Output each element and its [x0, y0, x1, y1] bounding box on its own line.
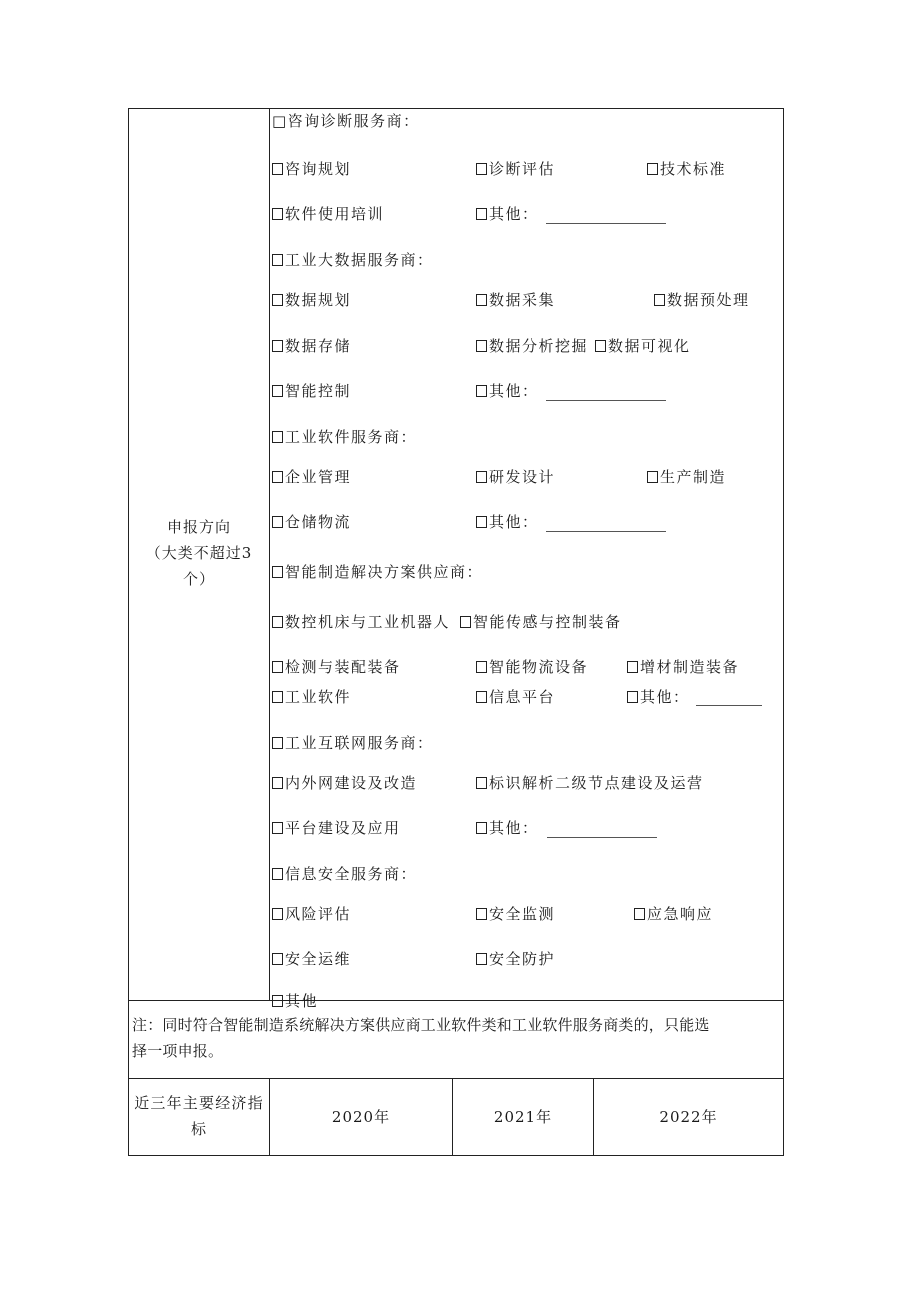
table-border-right	[783, 108, 784, 1156]
option-data-storage[interactable]: 数据存储	[272, 337, 351, 355]
option-production[interactable]: 生产制造	[647, 468, 726, 486]
checkbox-icon	[627, 661, 638, 673]
checkbox-icon	[272, 516, 283, 528]
checkbox-icon	[654, 294, 665, 306]
checkbox-icon	[272, 777, 283, 789]
checkbox-icon	[272, 163, 283, 175]
option-smart-control[interactable]: 智能控制	[272, 382, 351, 400]
internet-other-blank[interactable]	[547, 837, 657, 838]
checkbox-icon	[272, 294, 283, 306]
option-identifier-node[interactable]: 标识解析二级节点建设及运营	[476, 774, 704, 792]
option-bigdata-other[interactable]: 其他：	[476, 382, 539, 400]
option-additive-mfg[interactable]: 增材制造装备	[627, 658, 739, 676]
note-line1: 注：同时符合智能制造系统解决方案供应商工业软件类和工业软件服务商类的，只能选	[132, 1016, 710, 1034]
direction-note-line1: （大类不超过3	[145, 544, 253, 562]
checkbox-icon	[272, 340, 283, 352]
checkbox-icon	[272, 953, 283, 965]
note-text	[132, 1012, 710, 1064]
checkbox-icon	[476, 471, 487, 483]
checkbox-icon	[272, 822, 283, 834]
checkbox-icon	[476, 385, 487, 397]
checkbox-icon	[627, 691, 638, 703]
option-diagnosis[interactable]: 诊断评估	[476, 160, 555, 178]
checkbox-icon	[476, 691, 487, 703]
solution-other-blank[interactable]	[696, 705, 762, 706]
security-header[interactable]: 信息安全服务商：	[272, 865, 417, 883]
economic-label-line2: 标	[191, 1120, 208, 1138]
economic-label-line1: 近三年主要经济指	[134, 1094, 264, 1112]
checkbox-icon	[647, 471, 658, 483]
direction-title: 申报方向	[166, 518, 231, 536]
economic-label	[129, 1090, 269, 1142]
option-platform-build[interactable]: 平台建设及应用	[272, 819, 401, 837]
option-consult-planning[interactable]: 咨询规划	[272, 160, 351, 178]
solution-header[interactable]: 智能制造解决方案供应商：	[272, 563, 483, 581]
internet-header[interactable]: 工业互联网服务商：	[272, 734, 434, 752]
checkbox-icon	[272, 995, 283, 1007]
option-cnc-robot[interactable]: 数控机床与工业机器人	[272, 613, 450, 631]
checkbox-icon	[272, 431, 283, 443]
option-data-collection[interactable]: 数据采集	[476, 291, 555, 309]
note-bottom-divider	[128, 1078, 784, 1079]
direction-note-line2: 个）	[182, 570, 215, 588]
checkbox-icon	[272, 691, 283, 703]
option-security-monitoring[interactable]: 安全监测	[476, 905, 555, 923]
option-software-training[interactable]: 软件使用培训	[272, 205, 384, 223]
checkbox-icon	[476, 953, 487, 965]
checkbox-icon	[272, 208, 283, 220]
consult-other-blank[interactable]	[546, 223, 666, 224]
checkbox-icon	[272, 616, 283, 628]
checkbox-icon	[460, 616, 471, 628]
option-emergency-response[interactable]: 应急响应	[634, 905, 713, 923]
consult-header[interactable]: □咨询诊断服务商：	[272, 112, 420, 130]
table-border-bottom	[128, 1155, 784, 1156]
option-software-other[interactable]: 其他：	[476, 513, 539, 531]
checkbox-icon	[272, 868, 283, 880]
option-risk-assessment[interactable]: 风险评估	[272, 905, 351, 923]
note-line2: 择一项申报。	[132, 1042, 224, 1060]
checkbox-icon	[647, 163, 658, 175]
table-border-top	[128, 108, 784, 109]
direction-label	[129, 514, 269, 592]
checkbox-icon	[476, 294, 487, 306]
option-consult-other[interactable]: 其他：	[476, 205, 539, 223]
options-area	[270, 110, 782, 1010]
checkbox-icon	[634, 908, 645, 920]
software-header[interactable]: 工业软件服务商：	[272, 428, 417, 446]
checkbox-icon	[272, 566, 283, 578]
option-solution-other[interactable]: 其他：	[627, 688, 690, 706]
checkbox-icon	[476, 340, 487, 352]
option-info-platform[interactable]: 信息平台	[476, 688, 555, 706]
bigdata-header[interactable]: 工业大数据服务商：	[272, 251, 434, 269]
checkbox-icon	[476, 822, 487, 834]
year-2021: 2021年	[493, 1108, 553, 1126]
checkbox-icon	[272, 737, 283, 749]
checkbox-icon	[476, 516, 487, 528]
option-rnd-design[interactable]: 研发设计	[476, 468, 555, 486]
option-enterprise-mgmt[interactable]: 企业管理	[272, 468, 351, 486]
option-data-mining[interactable]: 数据分析挖掘	[476, 337, 588, 355]
option-industrial-software[interactable]: 工业软件	[272, 688, 351, 706]
checkbox-icon	[476, 208, 487, 220]
checkbox-icon	[476, 661, 487, 673]
year-2020: 2020年	[331, 1108, 391, 1126]
checkbox-icon	[272, 661, 283, 673]
option-smart-sensing[interactable]: 智能传感与控制装备	[460, 613, 622, 631]
option-data-planning[interactable]: 数据规划	[272, 291, 351, 309]
option-warehouse-logistics[interactable]: 仓储物流	[272, 513, 351, 531]
checkbox-icon	[476, 908, 487, 920]
year-2022: 2022年	[659, 1108, 718, 1126]
option-data-preprocessing[interactable]: 数据预处理	[654, 291, 750, 309]
note-top-divider	[128, 1000, 784, 1001]
option-security-protection[interactable]: 安全防护	[476, 950, 555, 968]
option-inspection-assembly[interactable]: 检测与装配装备	[272, 658, 401, 676]
checkbox-icon	[272, 385, 283, 397]
option-internet-other[interactable]: 其他：	[476, 819, 539, 837]
checkbox-icon	[272, 908, 283, 920]
checkbox-icon	[476, 777, 487, 789]
checkbox-icon	[476, 163, 487, 175]
option-network-build[interactable]: 内外网建设及改造	[272, 774, 417, 792]
checkbox-icon	[272, 471, 283, 483]
option-data-visualization[interactable]: 数据可视化	[595, 337, 691, 355]
table-border-left	[128, 108, 129, 1156]
bigdata-other-blank[interactable]	[546, 400, 666, 401]
checkbox-icon	[595, 340, 606, 352]
option-smart-logistics[interactable]: 智能物流设备	[476, 658, 588, 676]
option-security-ops[interactable]: 安全运维	[272, 950, 351, 968]
option-other-cut[interactable]: 其他	[272, 992, 318, 1010]
option-tech-standard[interactable]: 技术标准	[647, 160, 726, 178]
software-other-blank[interactable]	[546, 531, 666, 532]
checkbox-icon	[272, 254, 283, 266]
